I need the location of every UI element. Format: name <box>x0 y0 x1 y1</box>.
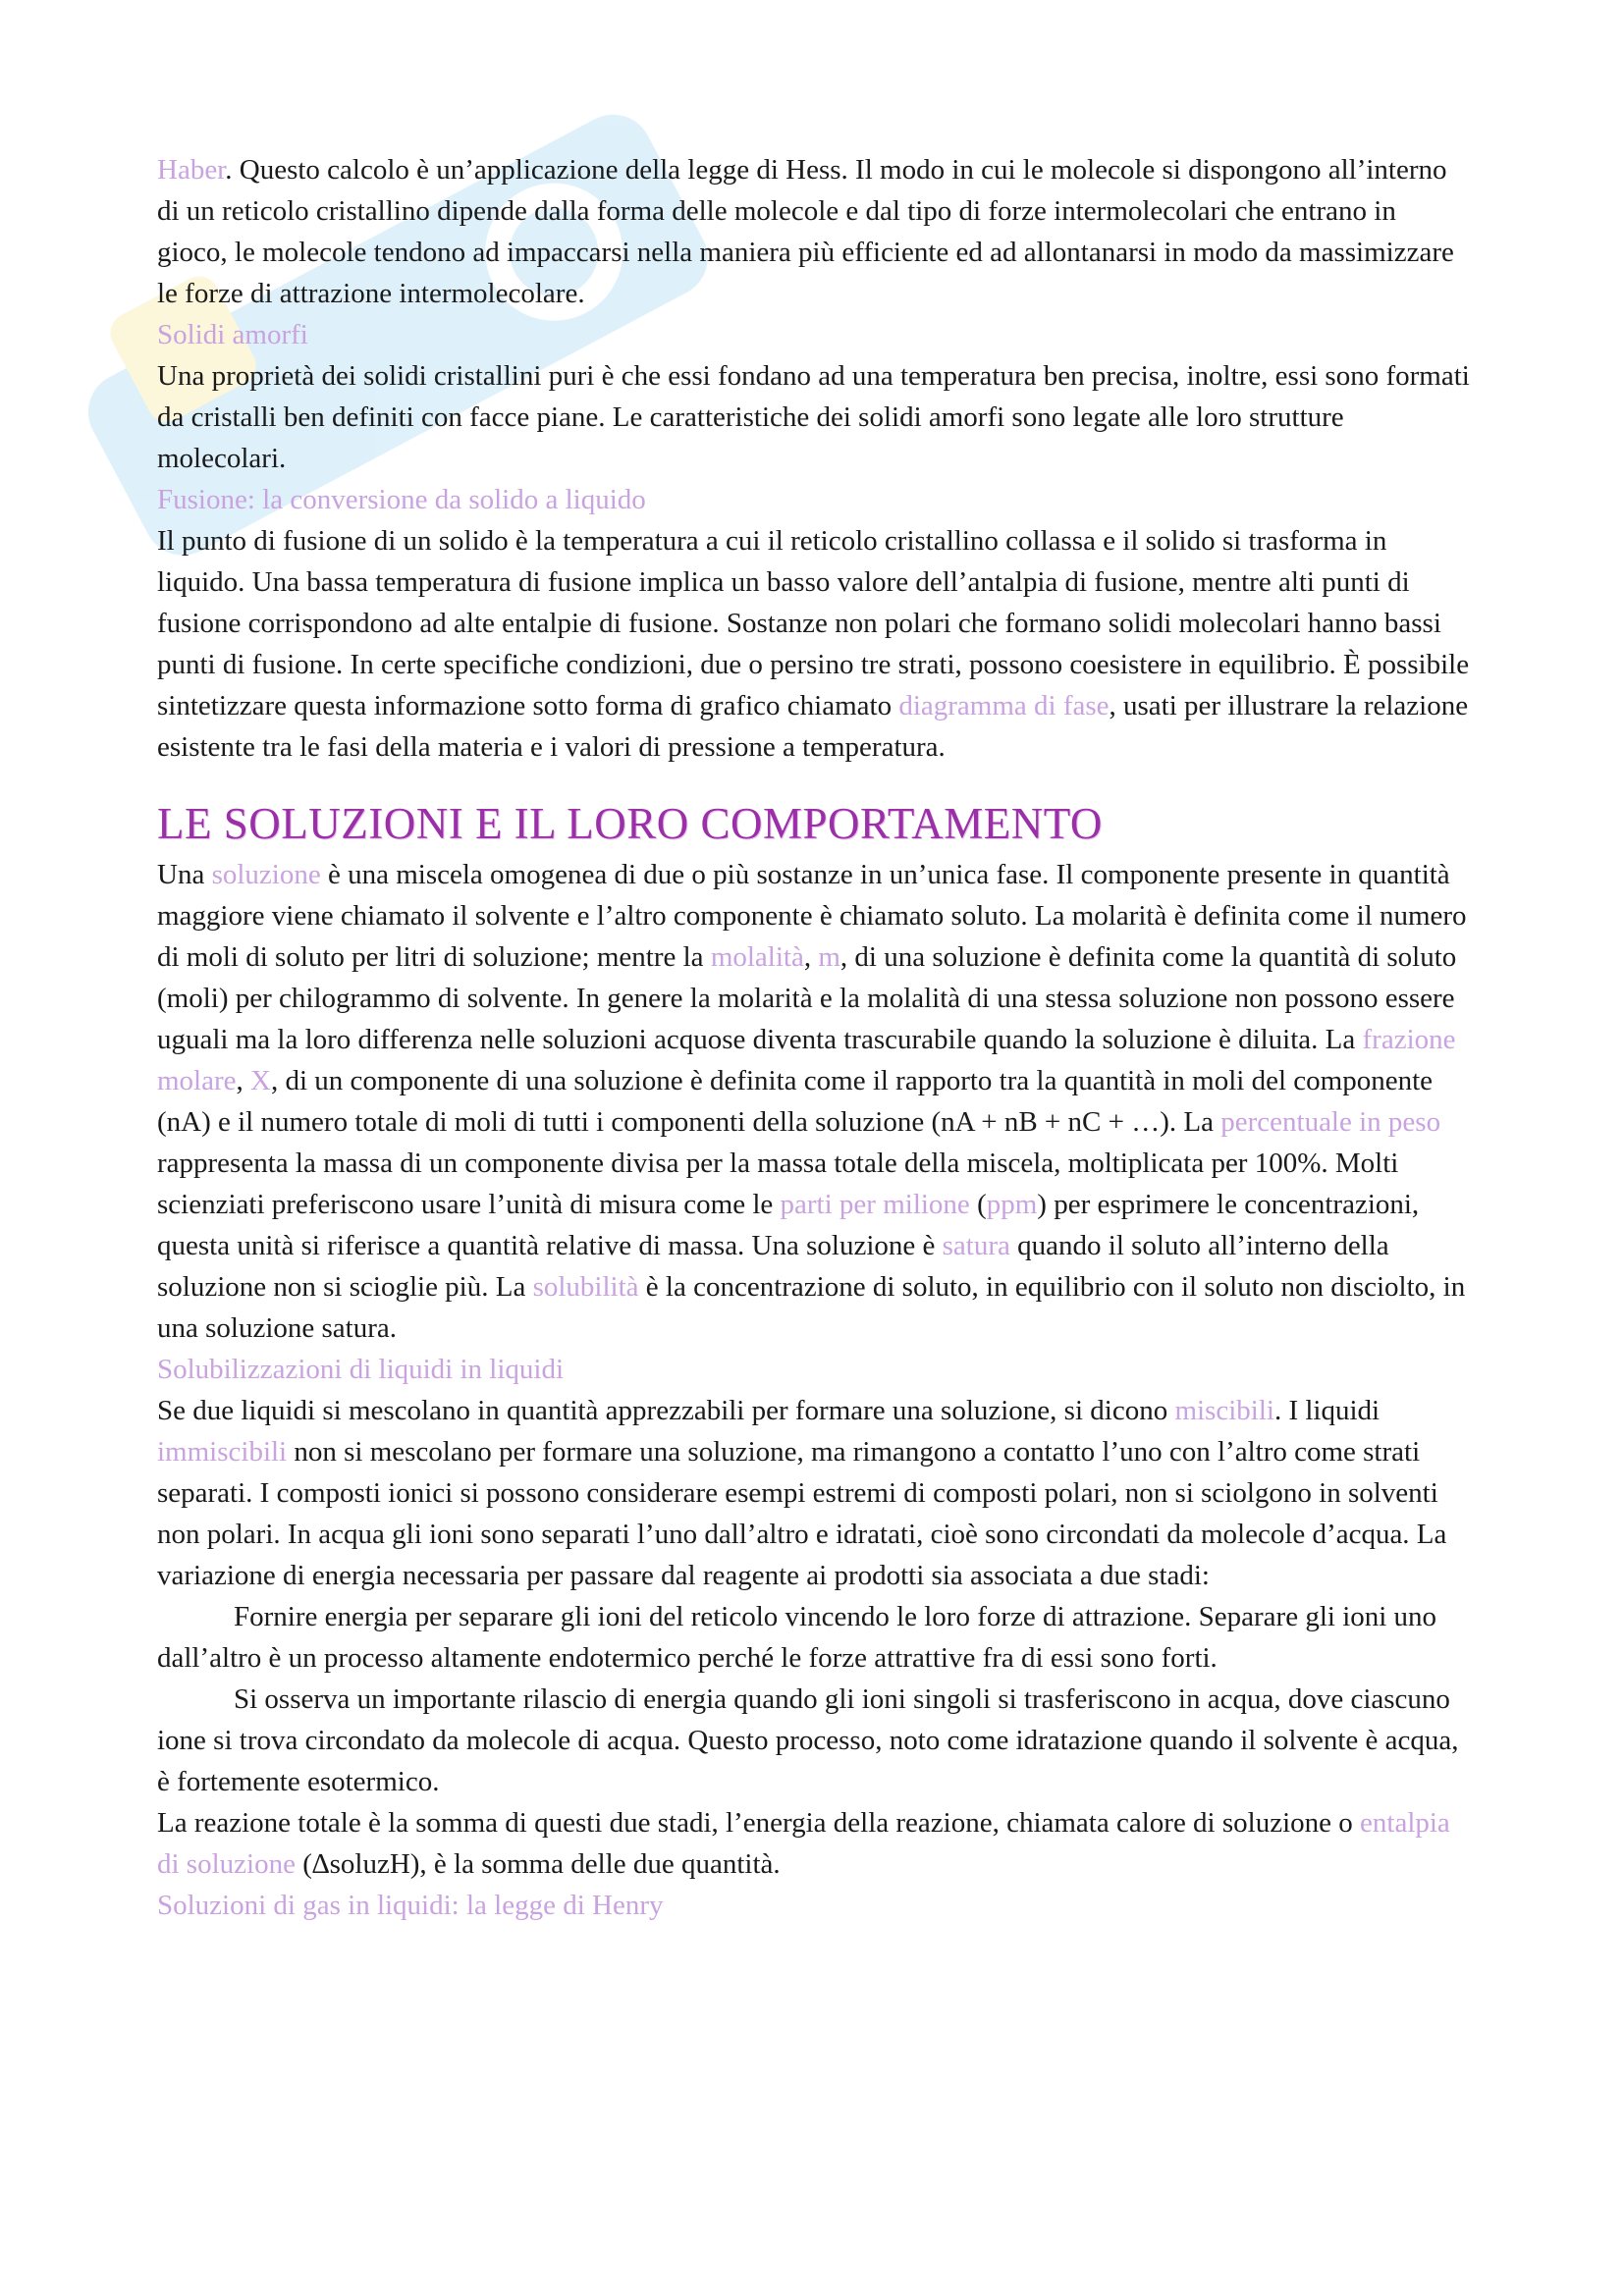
section-heading: LE SOLUZIONI E IL LORO COMPORTAMENTO <box>157 799 1103 848</box>
keyword: diagramma di fase <box>898 690 1110 721</box>
keyword: entalpia di soluzione <box>157 1807 1450 1880</box>
paragraph: Una proprietà dei solidi cristallini puri è che essi fondano ad una temperatura ben precisa, inoltre, essi sono formati da cristalli ben definiti con facce piane. Le caratteristiche dei solidi amorfi sono legate alle loro strutture molecolari. <box>157 360 1470 474</box>
paragraph-indented: Fornire energia per separare gli ioni del reticolo vincendo le loro forze di attrazione. Separare gli ioni uno dall’altro è un processo altamente endotermico perché le forze attrattive fra di essi sono forti. <box>157 1601 1437 1674</box>
paragraph-indented: Si osserva un importante rilascio di energia quando gli ioni singoli si trasferiscono in acqua, dove ciascuno ione si trova circondato da molecole di acqua. Questo processo, noto come idratazione quando il solvente è acqua, è fortemente esotermico. <box>157 1683 1459 1797</box>
paragraph: Una soluzione è una miscela omogenea di due o più sostanze in un’unica fase. Il componente presente in quantità maggiore viene chiamato il solvente e l’altro componente è chiamato soluto. La molarità è definita come il numero di moli di soluto per litri di soluzione; mentre la molalità, m, di una soluzione è definita come la quantità di soluto (moli) per chilogrammo di solvente. In genere la molarità e la molalità di una stessa soluzione non possono essere uguali ma la loro differenza nelle soluzioni acquose diventa trascurabile quando la soluzione è diluita. La frazione molare, X, di un componente di una soluzione è definita come il rapporto tra la quantità in moli del componente (nA) e il numero totale di moli di tutti i componenti della soluzione (nA + nB + nC + …). La percentuale in peso rappresenta la massa di un componente divisa per la massa totale della miscela, moltiplicata per 100%. Molti scienziati preferiscono usare l’unità di misura come le parti per milione (ppm) per esprimere le concentrazioni, questa unità si riferisce a quantità relative di massa. Una soluzione è satura quando il soluto all’interno della soluzione non si scioglie più. La solubilità è la concentrazione di soluto, in equilibrio con il soluto non disciolto, in una soluzione satura. <box>157 859 1467 1344</box>
keyword: Haber <box>157 154 226 186</box>
keyword: m <box>818 941 840 973</box>
keyword: X <box>250 1065 271 1096</box>
document-page <box>157 149 1473 1926</box>
keyword: molalità <box>710 941 804 973</box>
keyword: parti per milione <box>780 1189 970 1220</box>
paragraph: Il punto di fusione di un solido è la temperatura a cui il reticolo cristallino collassa e il solido si trasforma in liquido. Una bassa temperatura di fusione implica un basso valore dell’antalpia di fusione, mentre alti punti di fusione corrispondono ad alte entalpie di fusione. Sostanze non polari che formano solidi molecolari hanno bassi punti di fusione. In certe specifiche condizioni, due o persino tre strati, possono coesistere in equilibrio. È possibile sintetizzare questa informazione sotto forma di grafico chiamato diagramma di fase, usati per illustrare la relazione esistente tra le fasi della materia e i valori di pressione a temperatura. <box>157 525 1470 763</box>
paragraph: Se due liquidi si mescolano in quantità apprezzabili per formare una soluzione, si dicono miscibili. I liquidi immiscibili non si mescolano per formare una soluzione, ma rimangono a contatto l’uno con l’altro come strati separati. I composti ionici si possono considerare esempi estremi di composti polari, non si sciolgono in solventi non polari. In acqua gli ioni sono separati l’uno dall’altro e idratati, cioè sono circondati da molecole d’acqua. La variazione di energia necessaria per passare dal reagente ai prodotti sia associata a due stadi: <box>157 1395 1447 1591</box>
subheading-liquidi: Solubilizzazioni di liquidi in liquidi <box>157 1354 565 1385</box>
subheading-solidi-amorfi: Solidi amorfi <box>157 319 308 350</box>
keyword: soluzione <box>211 859 321 890</box>
keyword: satura <box>942 1230 1010 1261</box>
keyword: miscibili <box>1174 1395 1274 1426</box>
subheading-henry: Soluzioni di gas in liquidi: la legge di Henry <box>157 1890 664 1921</box>
paragraph: La reazione totale è la somma di questi due stadi, l’energia della reazione, chiamata calore di soluzione o entalpia di soluzione (∆soluzH), è la somma delle due quantità. <box>157 1807 1450 1880</box>
keyword: frazione molare <box>157 1024 1456 1096</box>
paragraph: Haber. Questo calcolo è un’applicazione della legge di Hess. Il modo in cui le molecole si dispongono all’interno di un reticolo cristallino dipende dalla forma delle molecole e dal tipo di forze intermolecolari che entrano in gioco, le molecole tendono ad impaccarsi nella maniera più efficiente ed ad allontanarsi in modo da massimizzare le forze di attrazione intermolecolare. <box>157 154 1454 309</box>
keyword: solubilità <box>532 1271 639 1303</box>
keyword: immiscibili <box>157 1436 288 1468</box>
keyword: ppm <box>986 1189 1038 1220</box>
subheading-fusione: Fusione: la conversione da solido a liquido <box>157 484 646 515</box>
keyword: percentuale in peso <box>1220 1106 1441 1138</box>
